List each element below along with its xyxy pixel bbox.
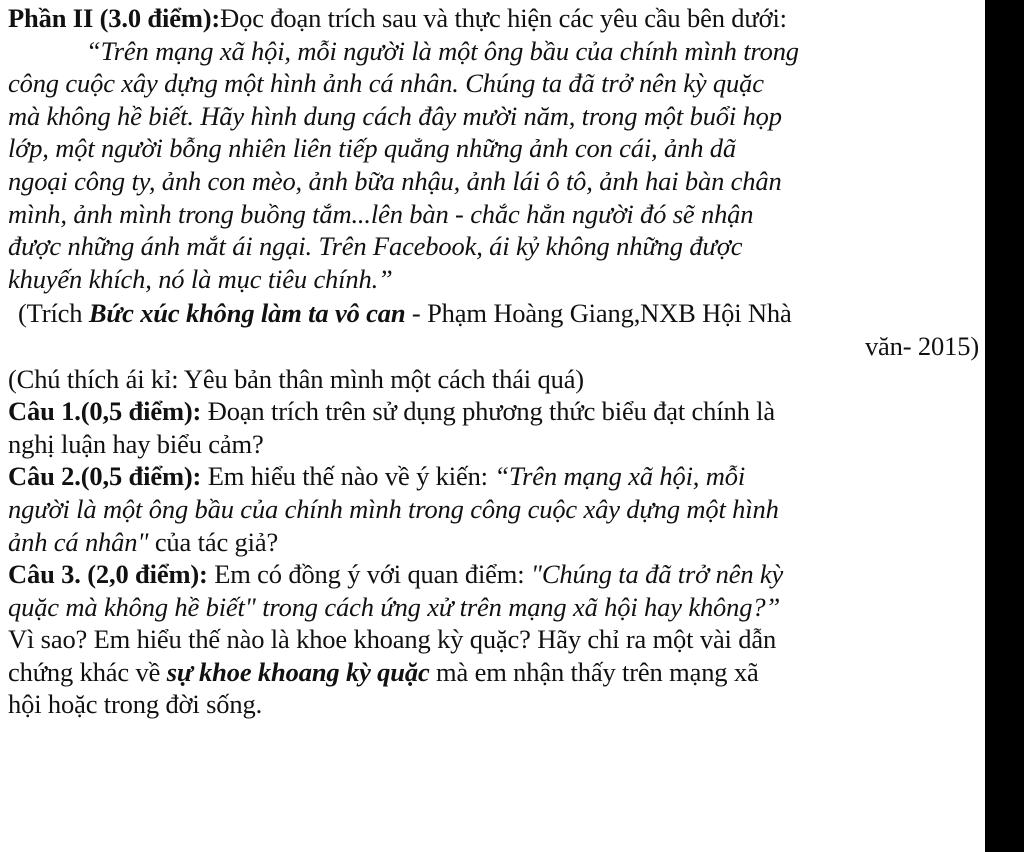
citation-prefix: (Trích: [18, 298, 89, 329]
question-2-quote-end: ảnh cá nhân": [8, 526, 149, 557]
section-heading-label: Phần II (3.0 điểm):: [8, 3, 221, 33]
question-2-line-2: người là một ông bầu của chính mình trong công cuộc xây dựng một hình: [8, 493, 779, 524]
question-3-line-3: Vì sao? Em hiểu thế nào là khoe khoang kỳ quặc? Hãy chỉ ra một vài dẫn: [8, 624, 777, 655]
passage-line: ngoại công ty, ảnh con mèo, ảnh bữa nhậu, ảnh lái ô tô, ảnh hai bàn chân: [8, 165, 782, 196]
question-2-line-3: của tác giả?: [148, 526, 279, 557]
question-3: [8, 558, 979, 721]
question-3-line-2: quặc mà không hề biết" trong cách ứng xử trên mạng xã hội hay không?”: [8, 591, 781, 622]
passage-line: “Trên mạng xã hội, mỗi người là một ông bầu của chính mình trong: [86, 35, 799, 66]
annotation-note: (Chú thích ái kỉ: Yêu bản thân mình một cách thái quá): [8, 363, 584, 394]
question-1-line-2: nghị luận hay biểu cảm?: [8, 428, 264, 459]
citation-line: [8, 297, 979, 330]
passage-line: được những ánh mắt ái ngại. Trên Facebook, ái kỷ không những được: [8, 231, 743, 262]
passage-line: mình, ảnh mình trong buồng tắm...lên bàn - chắc hẳn người đó sẽ nhận: [8, 198, 754, 229]
question-3-line-5: hội hoặc trong đời sống.: [8, 689, 263, 720]
question-3-line-4: chứng khác về: [8, 656, 167, 687]
question-2-quote: “Trên mạng xã hội, mỗi: [494, 461, 746, 492]
citation-line-2: văn- 2015): [864, 330, 979, 361]
question-2-label: Câu 2.(0,5 điểm):: [8, 461, 202, 492]
question-3-quote: "Chúng ta đã trở nên kỳ: [530, 559, 784, 590]
passage-line: khuyến khích, nó là mục tiêu chính.”: [8, 263, 393, 294]
question-2-text: Em hiểu thế nào về ý kiến:: [201, 461, 495, 492]
question-3-line-4-rest: mà em nhận thấy trên mạng xã: [429, 656, 759, 687]
section-heading-text: Đọc đoạn trích sau và thực hiện các yêu cầu bên dưới:: [220, 3, 787, 33]
citation: [8, 297, 979, 362]
question-3-label: Câu 3. (2,0 điểm):: [8, 559, 208, 590]
question-1-text: Đoạn trích trên sử dụng phương thức biểu đạt chính là: [201, 396, 775, 427]
passage-line: công cuộc xây dựng một hình ảnh cá nhân. Chúng ta đã trở nên kỳ quặc: [8, 68, 764, 99]
question-2: [8, 460, 979, 558]
passage-line: mà không hề biết. Hãy hình dung cách đây mười năm, trong một buổi họp: [8, 100, 782, 131]
question-3-emphasis: sự khoe khoang kỳ quặc: [166, 656, 430, 687]
section-heading: [8, 2, 979, 35]
passage-line: lớp, một người bỗng nhiên liên tiếp quẳng những ảnh con cái, ảnh dã: [8, 133, 736, 164]
passage: [8, 35, 979, 296]
question-1: [8, 395, 979, 460]
question-3-text: Em có đồng ý với quan điểm:: [207, 559, 531, 590]
citation-title: Bức xúc không làm ta vô can: [88, 298, 406, 329]
question-1-label: Câu 1.(0,5 điểm):: [8, 396, 202, 427]
citation-suffix: - Phạm Hoàng Giang,NXB Hội Nhà: [405, 298, 792, 329]
